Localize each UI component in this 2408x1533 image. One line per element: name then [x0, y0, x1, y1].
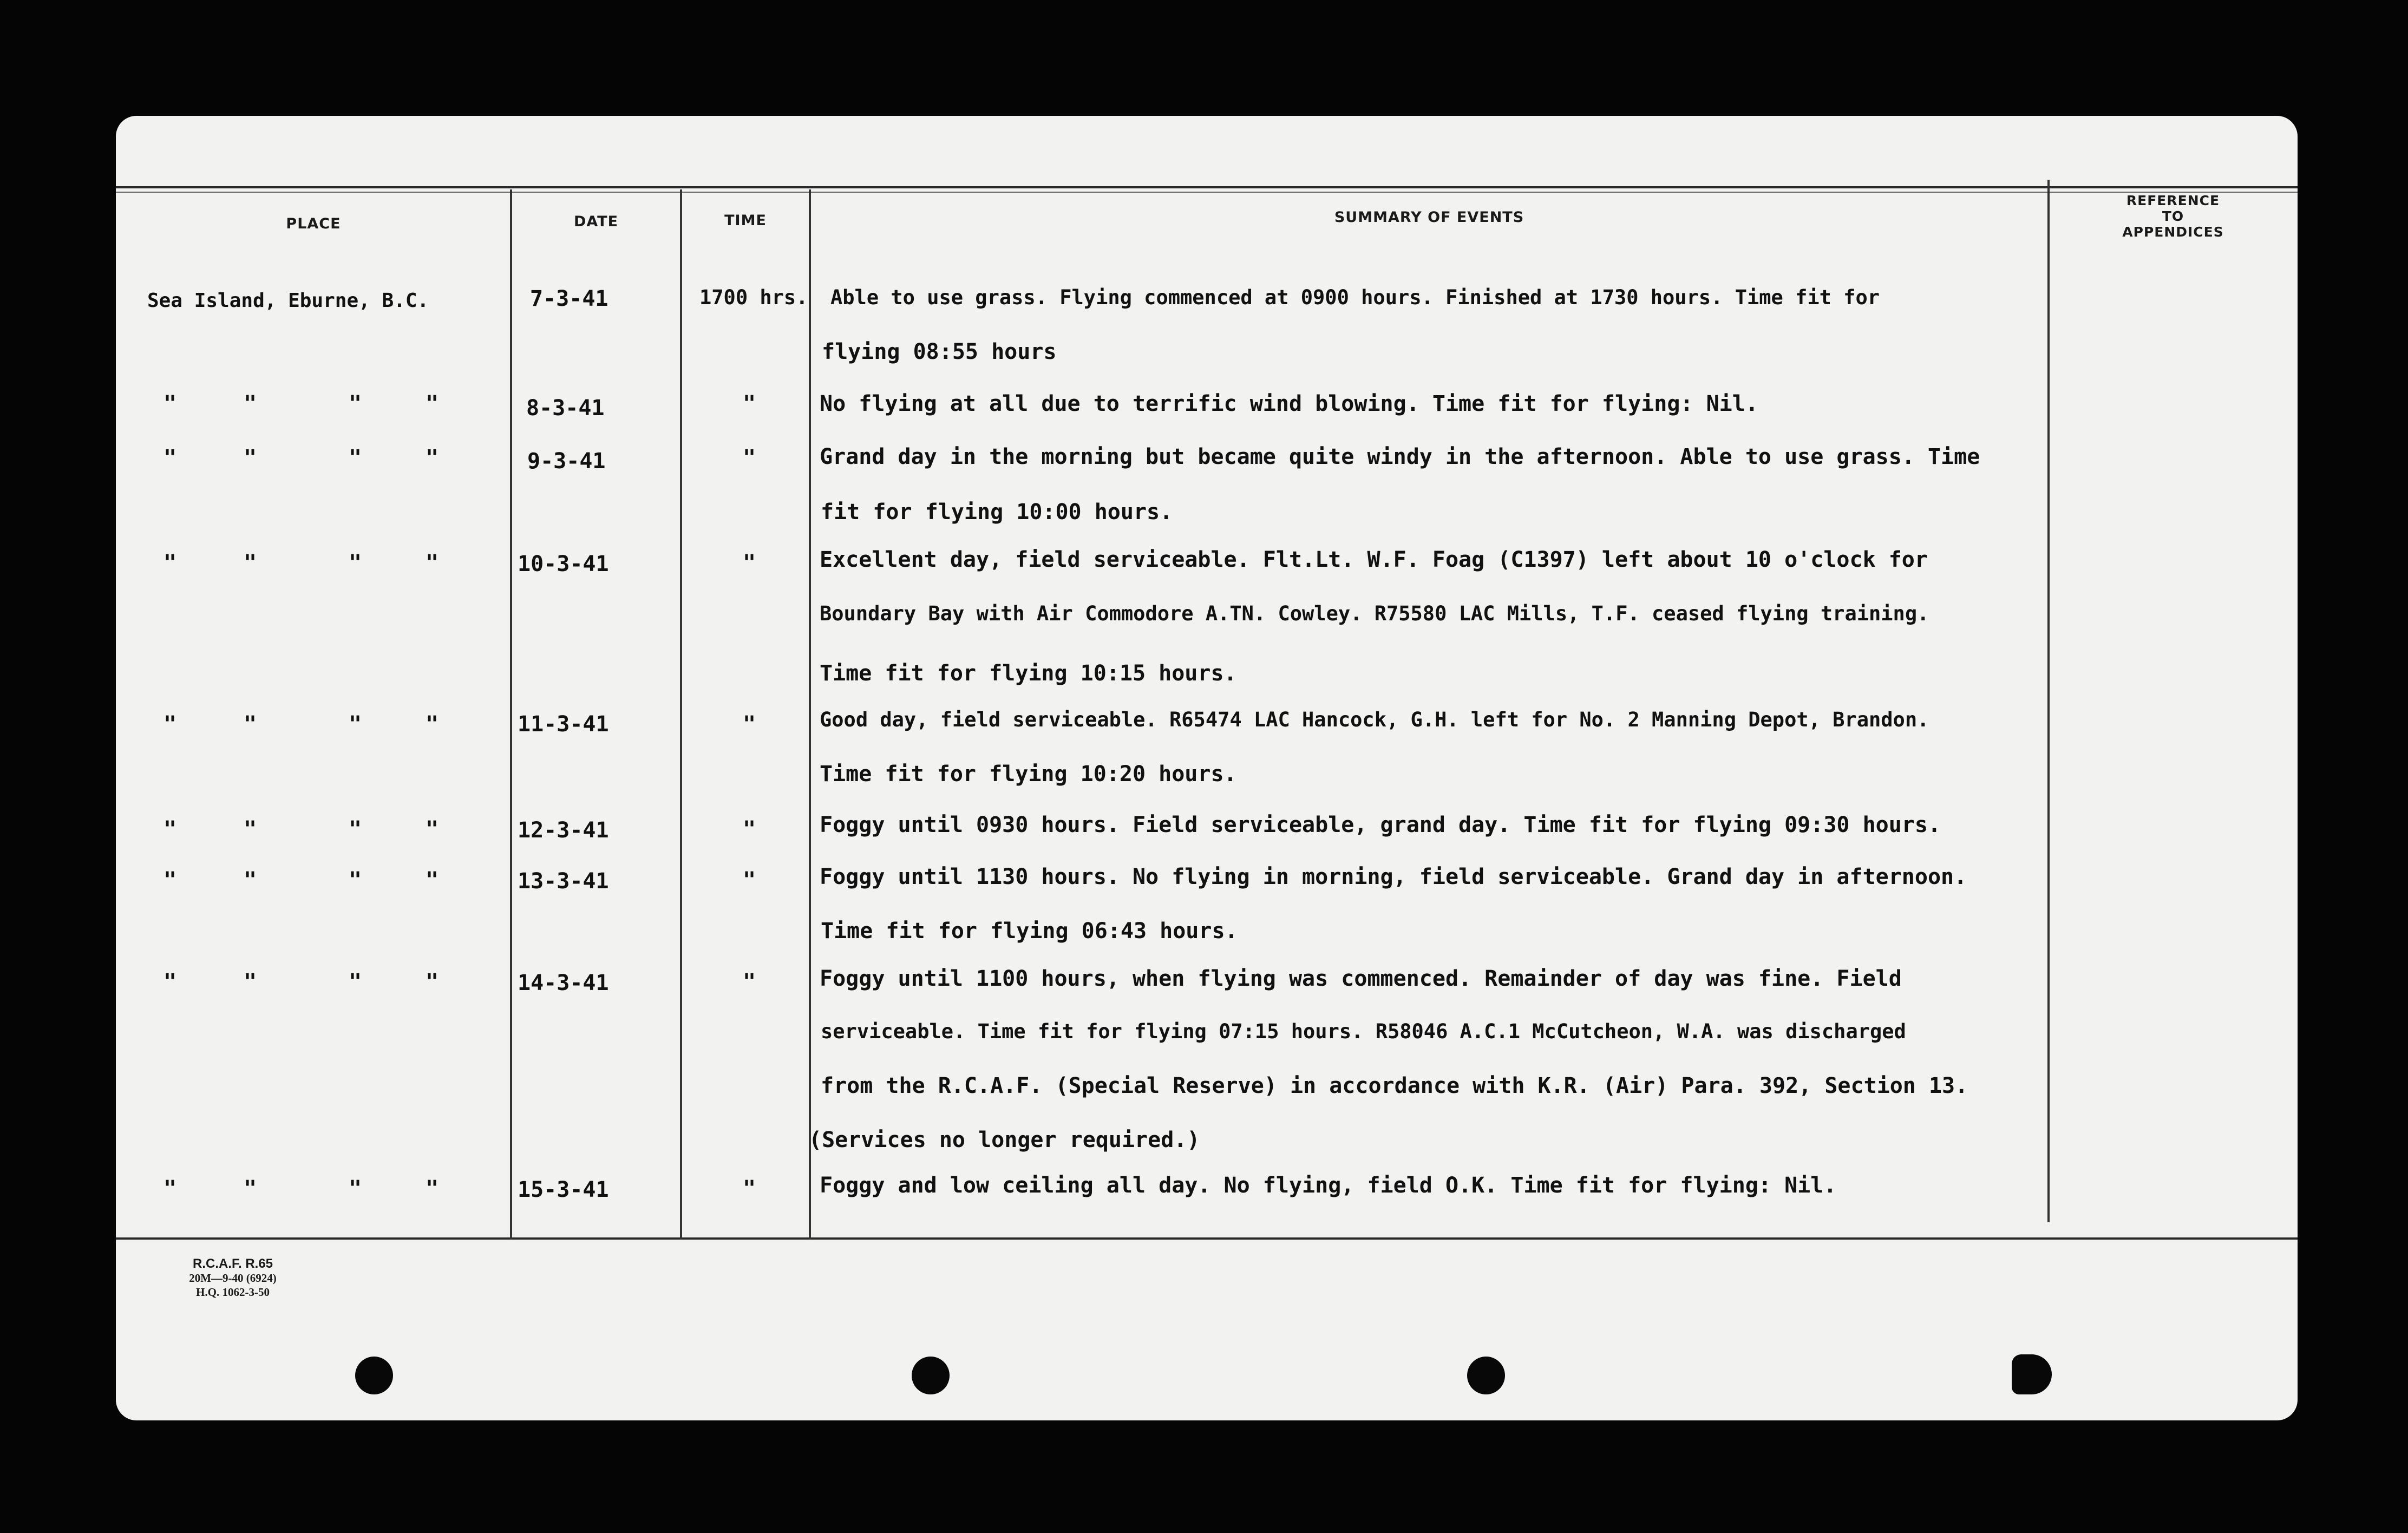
summary-line: (Services no longer required.)	[809, 1128, 1200, 1152]
entry-date: 10-3-41	[518, 552, 609, 576]
ditto-mark: "	[743, 1176, 756, 1201]
entry-date: 14-3-41	[518, 971, 609, 995]
form-number: R.C.A.F. R.65	[192, 1256, 273, 1271]
summary-line: Foggy and low ceiling all day. No flying, field O.K. Time fit for flying: Nil.	[820, 1173, 1837, 1198]
summary-line: No flying at all due to terrific wind blowing. Time fit for flying: Nil.	[820, 391, 1758, 416]
ditto-mark: "	[743, 868, 756, 893]
header-reference-line1: REFERENCE	[2126, 193, 2220, 208]
ditto-mark: "	[244, 969, 257, 994]
header-reference	[2049, 193, 2298, 240]
entry-time: 1700 hrs.	[699, 286, 808, 309]
summary-line: Boundary Bay with Air Commodore A.TN. Cowley. R75580 LAC Mills, T.F. ceased flying training.	[820, 602, 1929, 625]
header-place: PLACE	[286, 215, 341, 232]
ditto-mark: "	[743, 551, 756, 575]
ditto-mark: "	[426, 817, 439, 842]
summary-line: Excellent day, field serviceable. Flt.Lt. W.F. Foag (C1397) left about 10 o'clock for	[820, 547, 1928, 572]
summary-line: Time fit for flying 06:43 hours.	[821, 919, 1238, 944]
ditto-mark: "	[426, 551, 439, 575]
punch-hole	[1467, 1357, 1505, 1394]
form-footer	[168, 1257, 298, 1299]
entry-date: 11-3-41	[518, 712, 609, 737]
ditto-mark: "	[244, 712, 257, 737]
form-print-info: 20M—9-40 (6924)	[189, 1272, 277, 1285]
divider-summary-reference	[2047, 180, 2050, 1222]
ditto-mark: "	[163, 391, 177, 416]
ditto-mark: "	[349, 1176, 362, 1201]
ditto-mark: "	[163, 1176, 177, 1201]
record-card	[116, 116, 2298, 1420]
ditto-mark: "	[244, 1176, 257, 1201]
ditto-mark: "	[426, 969, 439, 994]
ditto-mark: "	[349, 817, 362, 842]
entry-date: 7-3-41	[530, 286, 608, 311]
ditto-mark: "	[349, 391, 362, 416]
header-summary: SUMMARY OF EVENTS	[1334, 209, 1524, 226]
entry-date: 12-3-41	[518, 818, 609, 843]
ditto-mark: "	[349, 969, 362, 994]
divider-date-time	[680, 189, 682, 1240]
punch-hole	[912, 1357, 950, 1394]
ditto-mark: "	[163, 969, 177, 994]
top-rule-inner	[116, 192, 2298, 193]
punch-hole	[2012, 1354, 2052, 1394]
ditto-mark: "	[426, 446, 439, 470]
header-date: DATE	[573, 213, 619, 230]
ditto-mark: "	[743, 446, 756, 470]
summary-line: flying 08:55 hours	[822, 339, 1057, 364]
summary-line: from the R.C.A.F. (Special Reserve) in accordance with K.R. (Air) Para. 392, Section 13.	[821, 1073, 1968, 1098]
ditto-mark: "	[426, 712, 439, 737]
ditto-mark: "	[349, 868, 362, 893]
bottom-rule	[116, 1237, 2298, 1240]
entry-place: Sea Island, Eburne, B.C.	[147, 290, 429, 312]
ditto-mark: "	[349, 712, 362, 737]
ditto-mark: "	[244, 391, 257, 416]
top-rule	[116, 186, 2298, 188]
divider-time-summary	[809, 189, 811, 1240]
header-reference-line3: APPENDICES	[2122, 224, 2224, 240]
entry-date: 9-3-41	[527, 449, 606, 474]
ditto-mark: "	[426, 391, 439, 416]
ditto-mark: "	[743, 391, 756, 416]
punch-hole	[355, 1357, 393, 1394]
ditto-mark: "	[743, 712, 756, 737]
ditto-mark: "	[349, 446, 362, 470]
summary-line: serviceable. Time fit for flying 07:15 hours. R58046 A.C.1 McCutcheon, W.A. was discharged	[821, 1020, 1906, 1043]
entry-date: 13-3-41	[518, 869, 609, 894]
entry-date: 15-3-41	[518, 1177, 609, 1202]
ditto-mark: "	[426, 868, 439, 893]
ditto-mark: "	[163, 551, 177, 575]
ditto-mark: "	[244, 817, 257, 842]
summary-line: Foggy until 1130 hours. No flying in morning, field serviceable. Grand day in afternoon.	[820, 864, 1967, 889]
summary-line: Grand day in the morning but became quite windy in the afternoon. Able to use grass. Time	[820, 444, 1980, 469]
ditto-mark: "	[244, 551, 257, 575]
ditto-mark: "	[163, 817, 177, 842]
ditto-mark: "	[244, 446, 257, 470]
summary-line: Able to use grass. Flying commenced at 0900 hours. Finished at 1730 hours. Time fit for	[830, 286, 1880, 309]
header-time: TIME	[724, 212, 767, 229]
ditto-mark: "	[163, 712, 177, 737]
summary-line: Good day, field serviceable. R65474 LAC Hancock, G.H. left for No. 2 Manning Depot, Brandon.	[820, 708, 1929, 731]
divider-place-date	[510, 189, 512, 1240]
ditto-mark: "	[426, 1176, 439, 1201]
summary-line: Time fit for flying 10:20 hours.	[820, 762, 1237, 787]
summary-line: Foggy until 0930 hours. Field serviceable, grand day. Time fit for flying 09:30 hours.	[820, 813, 1941, 837]
entry-date: 8-3-41	[526, 396, 605, 421]
ditto-mark: "	[349, 551, 362, 575]
summary-line: Foggy until 1100 hours, when flying was commenced. Remainder of day was fine. Field	[820, 966, 1902, 991]
summary-line: Time fit for flying 10:15 hours.	[820, 661, 1237, 686]
ditto-mark: "	[163, 868, 177, 893]
ditto-mark: "	[743, 969, 756, 994]
ditto-mark: "	[163, 446, 177, 470]
ditto-mark: "	[743, 817, 756, 842]
ditto-mark: "	[244, 868, 257, 893]
summary-line: fit for flying 10:00 hours.	[821, 500, 1173, 525]
header-reference-line2: TO	[2162, 208, 2184, 224]
form-hq-ref: H.Q. 1062-3-50	[196, 1286, 270, 1299]
